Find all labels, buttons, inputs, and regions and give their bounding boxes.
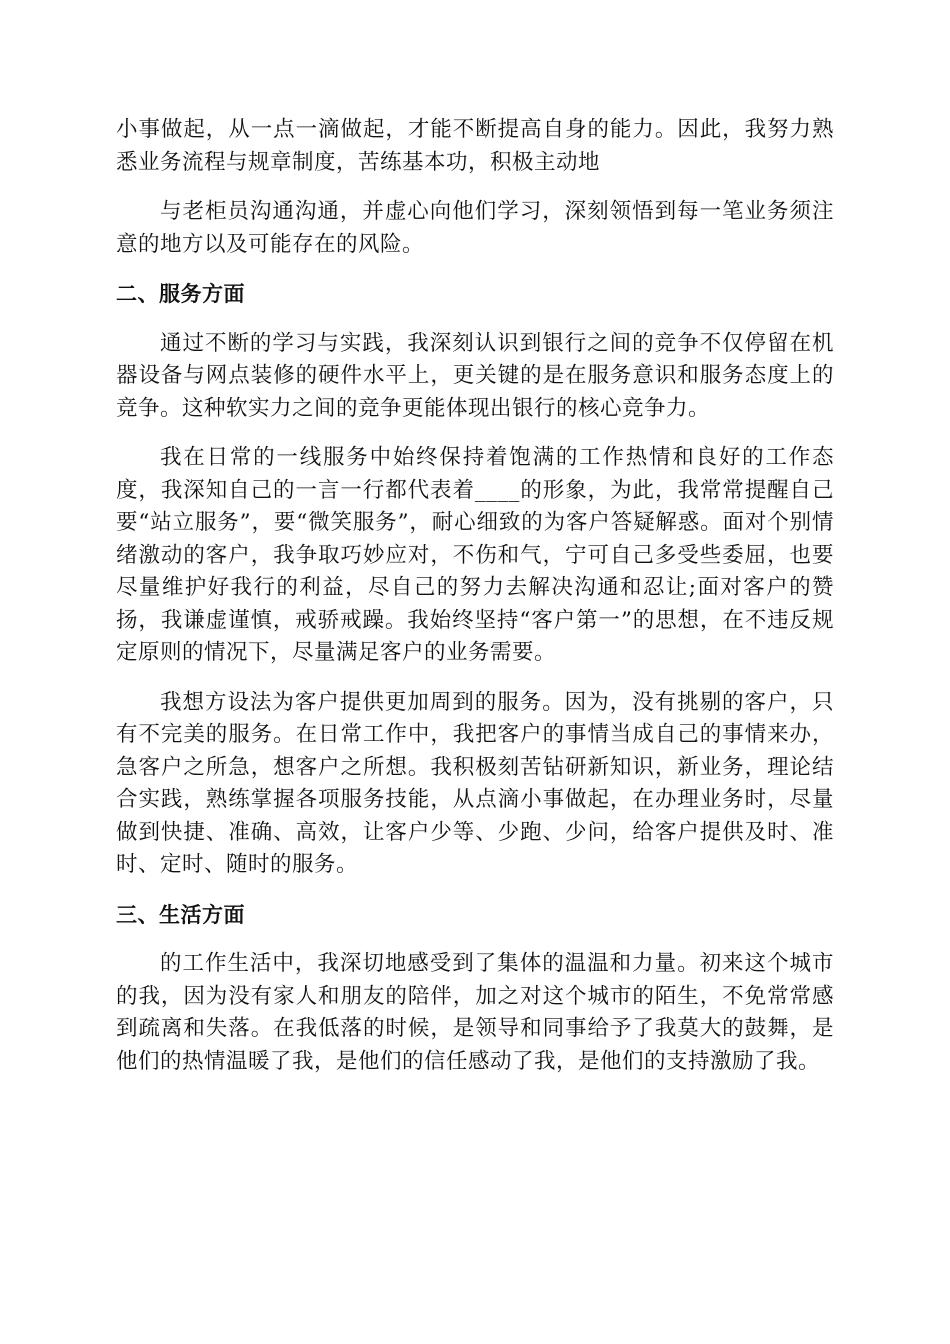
paragraph: 我在日常的一线服务中始终保持着饱满的工作热情和良好的工作态度，我深知自己的一言一行都代表着____的形象，为此，我常常提醒自己要“站立服务”，要“微笑服务”，耐心细致的为客户答疑解惑。面对个别情绪激动的客户，我争取巧妙应对，不伤和气，宁可自己多受些委屈，也要尽量维护好我行的利益，尽自己的努力去解决沟通和忍让;面对客户的赞扬，我谦虚谨慎，戒骄戒躁。我始终坚持“客户第一”的思想，在不违反规定原则的情况下，尽量满足客户的业务需要。	[116, 445, 834, 665]
section-heading: 二、服务方面	[116, 282, 245, 306]
paragraph: 通过不断的学习与实践，我深刻认识到银行之间的竞争不仅停留在机器设备与网点装修的硬件水平上，更关键的是在服务意识和服务态度上的竞争。这种软实力之间的竞争更能体现出银行的核心竞争力。	[116, 330, 834, 421]
paragraph: 我想方设法为客户提供更加周到的服务。因为，没有挑剔的客户，只有不完美的服务。在日常工作中，我把客户的事情当成自己的事情来办，急客户之所急，想客户之所想。我积极刻苦钻研新知识，新业务，理论结合实践，熟练掌握各项服务技能，从点滴小事做起，在办理业务时，尽量做到快捷、准确、高效，让客户少等、少跑、少问，给客户提供及时、准时、定时、随时的服务。	[116, 689, 834, 877]
document-body	[116, 114, 834, 1095]
paragraph: 的工作生活中，我深切地感受到了集体的温温和力量。初来这个城市的我，因为没有家人和朋友的陪伴，加之对这个城市的陌生，不免常常感到疏离和失落。在我低落的时候，是领导和同事给予了我莫大的鼓舞，是他们的热情温暖了我，是他们的信任感动了我，是他们的支持激励了我。	[116, 951, 834, 1074]
paragraph: 小事做起，从一点一滴做起，才能不断提高自身的能力。因此，我努力熟悉业务流程与规章制度，苦练基本功，积极主动地	[116, 117, 834, 175]
section-heading: 三、生活方面	[116, 902, 245, 927]
paragraph: 与老柜员沟通沟通，并虚心向他们学习，深刻领悟到每一笔业务须注意的地方以及可能存在的风险。	[116, 199, 834, 257]
